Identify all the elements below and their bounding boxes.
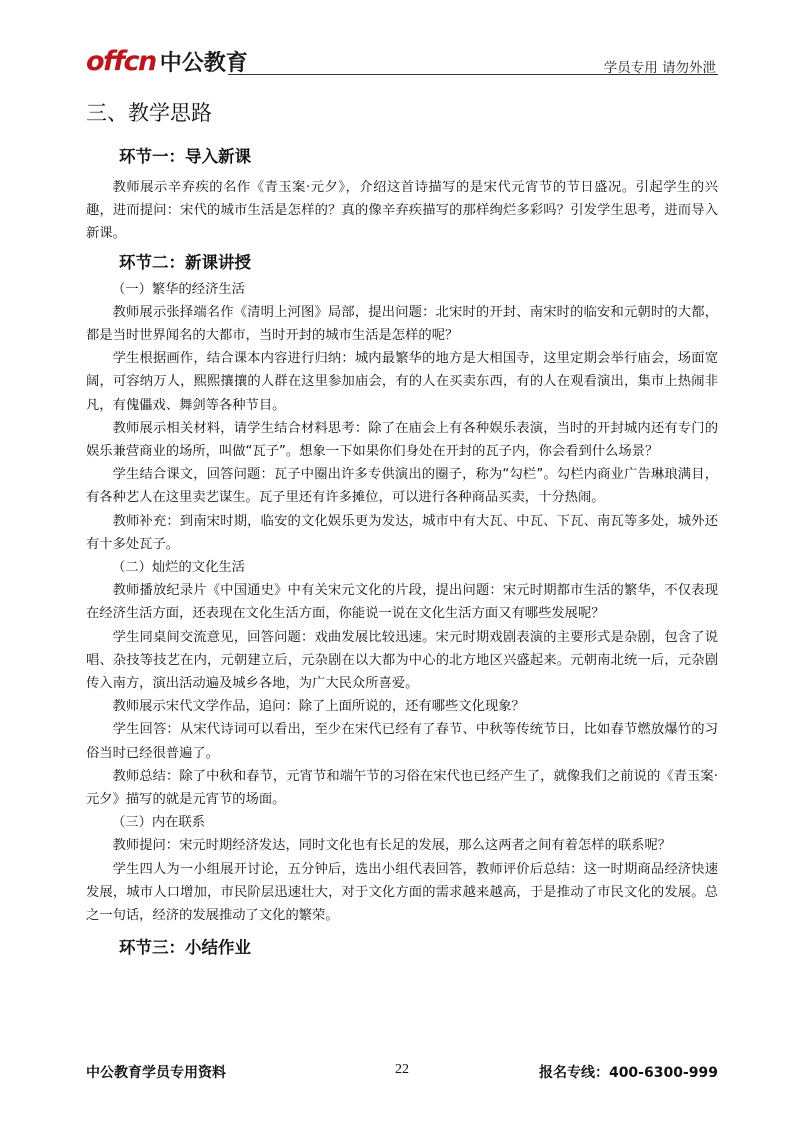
logo-chinese-text: 中公教育 [159,51,248,76]
logo-latin-text: offcn [86,46,156,77]
paragraph: 教师展示宋代文学作品，追问：除了上面所说的，还有哪些文化现象？ [112,699,525,715]
subsection-heading: （二）灿烂的文化生活 [112,560,245,576]
subsection-heading: （三）内在联系 [112,815,206,831]
link-3-title: 环节三：小结作业 [119,938,251,958]
paragraph: 教师播放纪录片《中国通史》中有关宋元文化的片段，提出问题：宋元时期都市生活的繁华，不仅表现在经济生活方面，还表现在文化生活方面，你能说一说在文化生活方面又有哪些发展呢？ [86,583,718,622]
paragraph: 教师总结：除了中秋和春节，元宵节和端午节的习俗在宋代也已经产生了，就像我们之前说的《青玉案·元夕》描写的就是元宵节的场面。 [86,768,718,808]
page-number: 22 [395,1062,409,1077]
paragraph: 学生回答：从宋代诗词可以看出，至少在宋代已经有了春节、中秋等传统节日，比如春节燃放爆竹的习俗当时已经很普遍了。 [86,722,718,761]
footer-hotline: 报名专线：400-6300-999 [538,1065,718,1081]
link-1-title: 环节一：导入新课 [119,147,251,166]
paragraph: 学生根据画作，结合课本内容进行归纳：城内最繁华的地方是大相国寺，这里定期会举行庙会，场面宽阔，可容纳万人，熙熙攘攘的人群在这里参加庙会，有的人在买卖东西，有的人在观看演出，集市上热闹非凡，有傀儡戏、舞剑等各种节目。 [86,351,718,413]
paragraph: 教师展示辛弃疾的名作《青玉案·元夕》，介绍这首诗描写的是宋代元宵节的节日盛况。引起学生的兴趣，进而提问：宋代的城市生活是怎样的？真的像辛弃疾描写的那样绚烂多彩吗？引发学生思考，进而导入新课。 [86,180,718,242]
paragraph: 教师展示相关材料，请学生结合材料思考：除了在庙会上有各种娱乐表演，当时的开封城内还有专门的娱乐兼营商业的场所，叫做“瓦子”。想象一下如果你们身处在开封的瓦子内，你会看到什么场景？ [86,420,718,460]
header-tag: 学员专用 请勿外泄 [603,60,716,76]
link-2-title: 环节二：新课讲授 [119,252,251,272]
paragraph: 教师补充：到南宋时期，临安的文化娱乐更为发达，城市中有大瓦、中瓦、下瓦、南瓦等多处，城外还有十多处瓦子。 [86,513,718,552]
paragraph: 学生结合课文，回答问题：瓦子中圈出许多专供演出的圈子，称为“勾栏”。勾栏内商业广告琳琅满目，有各种艺人在这里卖艺谋生。瓦子里还有许多摊位，可以进行各种商品买卖，十分热闹。 [86,467,718,506]
paragraph: 教师提问：宋元时期经济发达，同时文化也有长足的发展，那么这两者之间有着怎样的联系呢？ [112,838,672,854]
paragraph: 教师展示张择端名作《清明上河图》局部，提出问题：北宋时的开封、南宋时的临安和元朝时的大都，都是当时世界闻名的大都市，当时开封的城市生活是怎样的呢？ [86,304,718,344]
offcn-logo [86,46,248,77]
document-body [86,98,718,967]
section-title: 三、教学思路 [86,101,212,125]
paragraph: 学生四人为一小组展开讨论，五分钟后，选出小组代表回答，教师评价后总结：这一时期商品经济快速发展，城市人口增加，市民阶层迅速壮大，对于文化方面的需求越来越高，于是推动了市民文化的发展。总之一句话，经济的发展推动了文化的繁荣。 [86,861,718,924]
subsection-heading: （一）繁华的经济生活 [112,281,245,297]
paragraph: 学生同桌间交流意见，回答问题：戏曲发展比较迅速。宋元时期戏剧表演的主要形式是杂剧，包含了说唱、杂技等技艺在内，元朝建立后，元杂剧在以大都为中心的北方地区兴盛起来。元朝南北统一后，元杂剧传入南方，演出活动遍及城乡各地，为广大民众所喜爱。 [86,629,718,692]
footer-left-text: 中公教育学员专用资料 [86,1065,226,1081]
page-footer [86,1062,718,1086]
page-header [86,44,718,80]
